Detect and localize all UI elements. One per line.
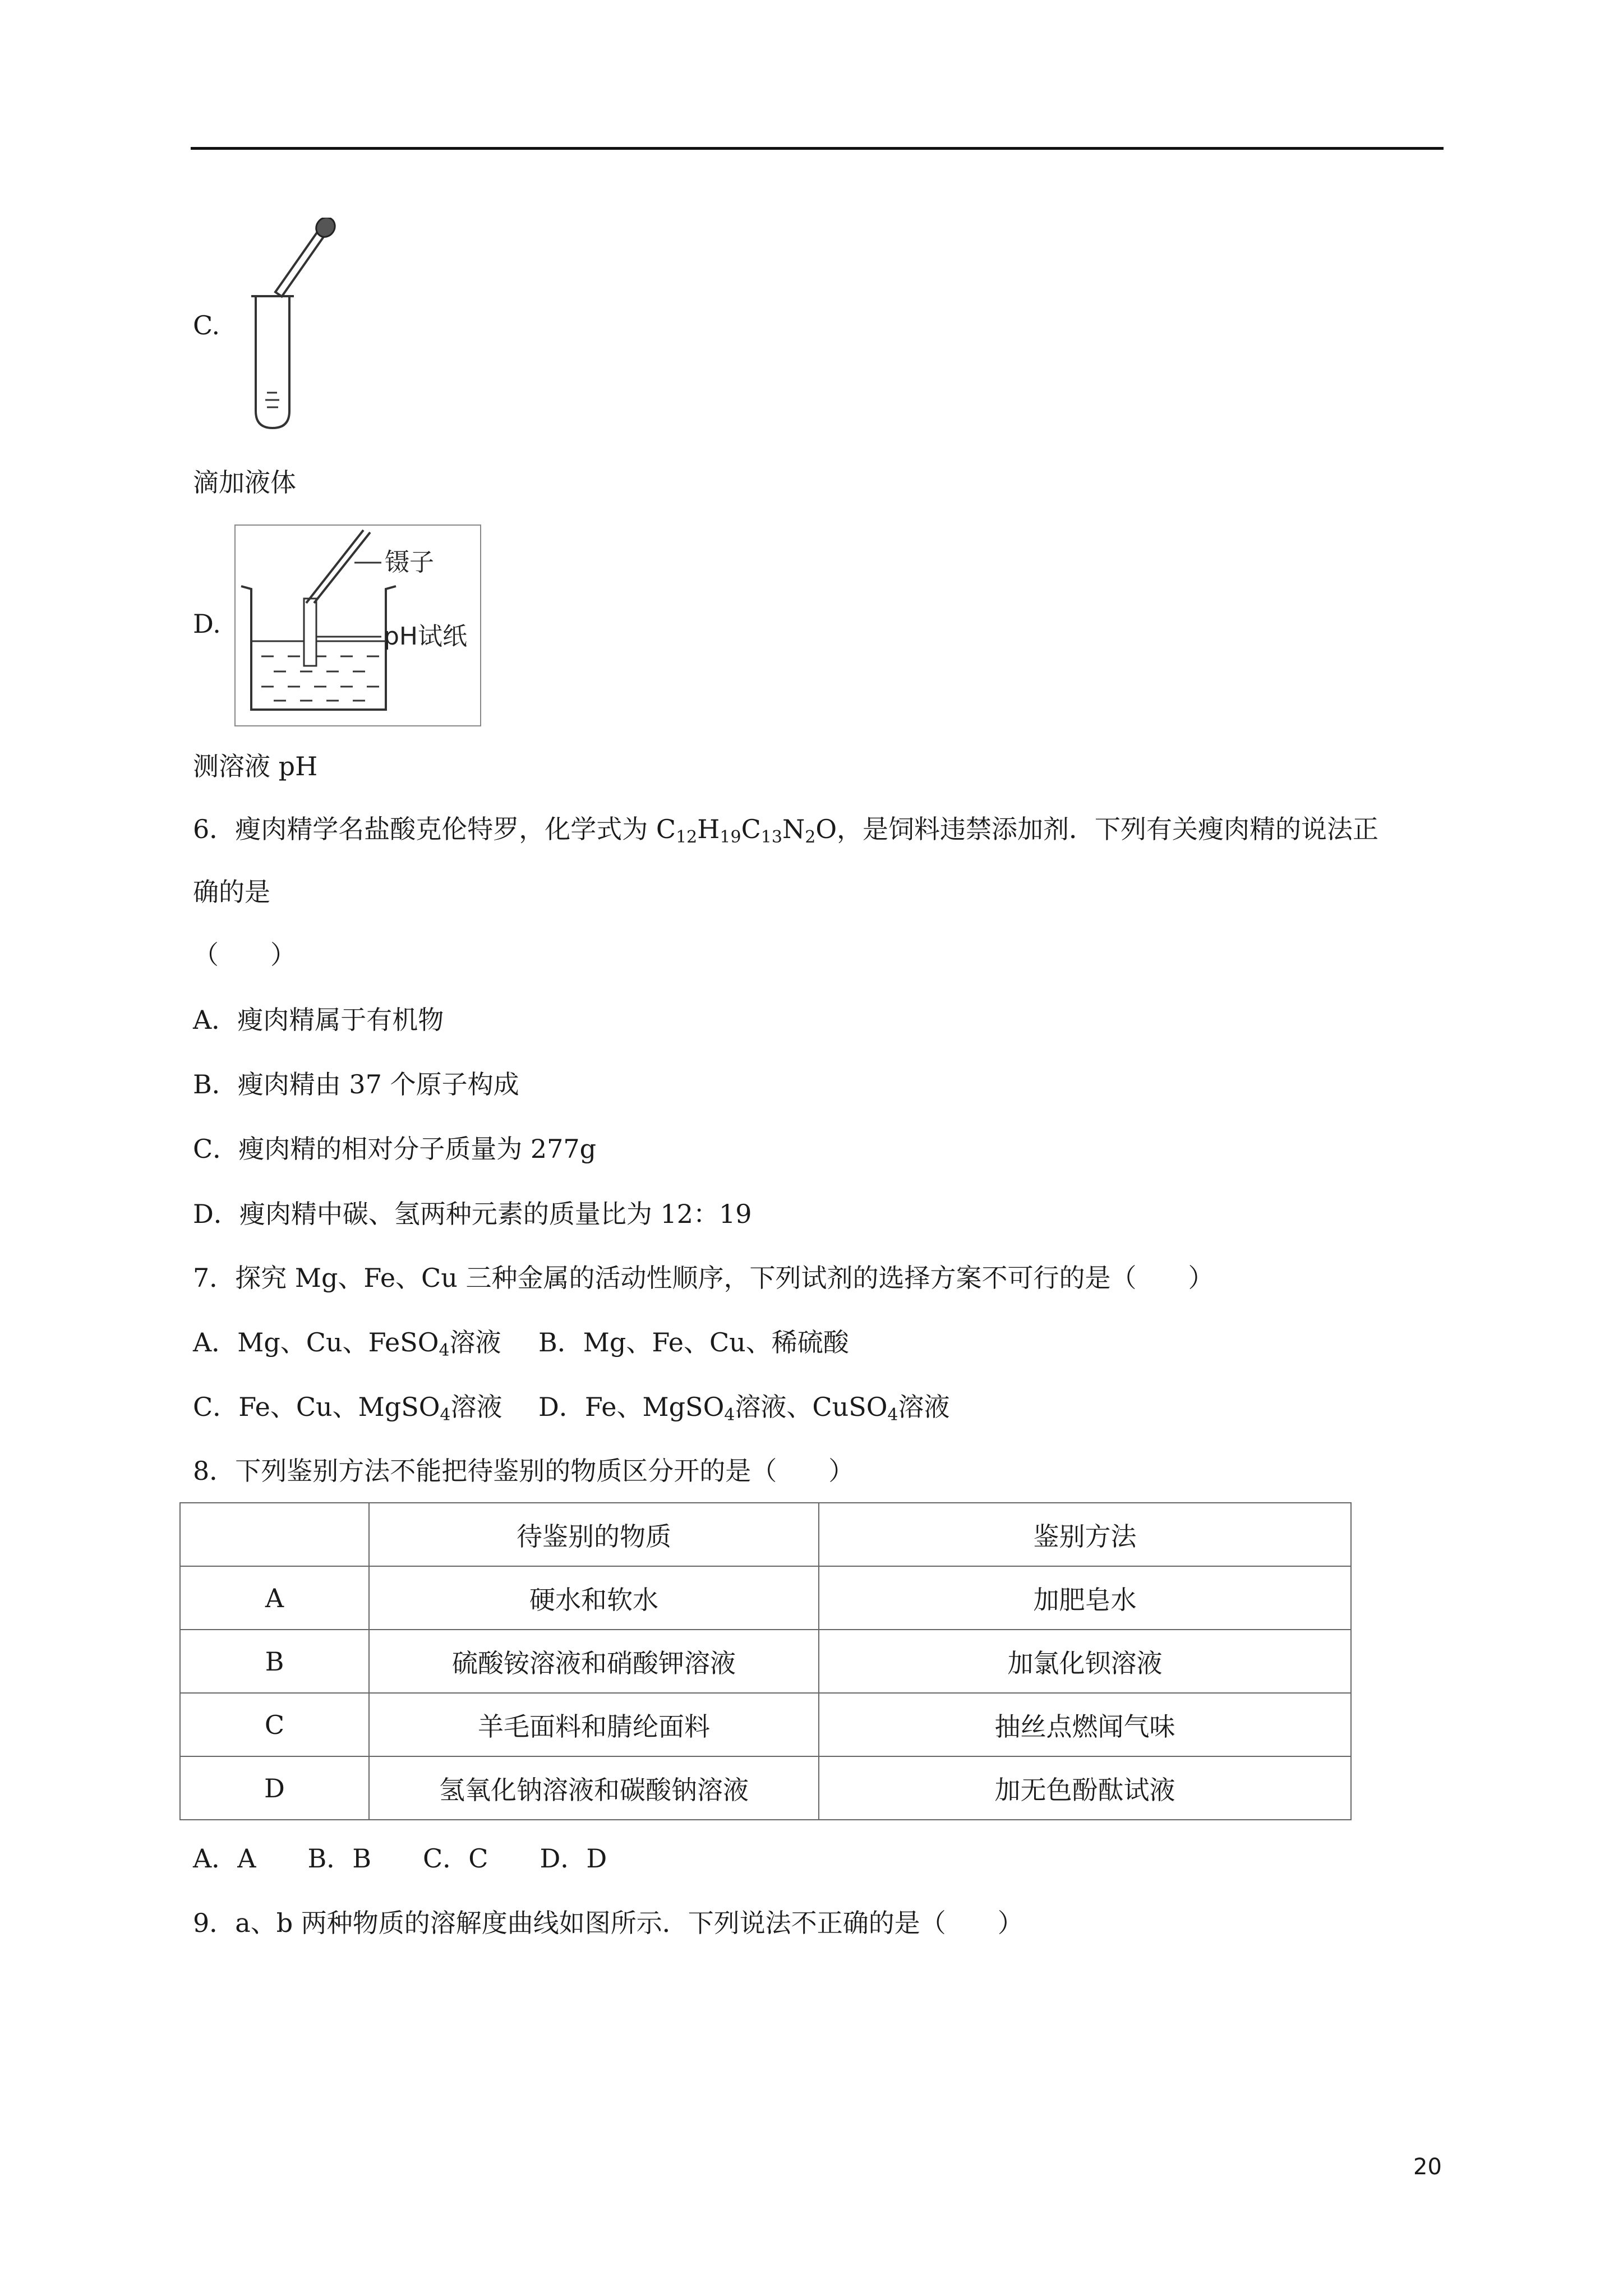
table-header-cell <box>180 1503 369 1566</box>
table-cell: 羊毛面料和腈纶面料 <box>369 1693 819 1756</box>
table-row <box>180 1693 1351 1756</box>
table-header-cell: 待鉴别的物质 <box>369 1503 819 1566</box>
q7-option-d: D．Fe、MgSO$_4$溶液、CuSO$_4$溶液 <box>538 1392 950 1425</box>
page-number: 20 <box>1413 2154 1442 2180</box>
table-row <box>180 1566 1351 1630</box>
table-row <box>180 1756 1351 1820</box>
q6-option-c: C．瘦肉精的相对分子质量为 277g <box>193 1134 597 1164</box>
q7-option-c: C．Fe、Cu、MgSO$_4$溶液 <box>193 1392 502 1425</box>
beaker-ph-paper-icon <box>234 524 481 726</box>
table-cell: 硬水和软水 <box>369 1566 819 1630</box>
q7-stem: 7．探究 Mg、Fe、Cu 三种金属的活动性顺序，下列试剂的选择方案不可行的是（ ） <box>193 1263 1214 1293</box>
q9-stem: 9．a、b 两种物质的溶解度曲线如图所示．下列说法不正确的是（ ） <box>193 1908 1023 1938</box>
figure-d-caption: 测溶液 pH <box>193 751 318 781</box>
q6-stem-line1: 6．瘦肉精学名盐酸克伦特罗，化学式为 $C_{12}H_{19}C_{13}N_2O$，是饲料违禁添加剂．下列有关瘦肉精的说法正 <box>193 814 1379 847</box>
table-cell: D <box>180 1756 369 1820</box>
dropper-test-tube-icon <box>234 218 347 434</box>
table-header-row <box>180 1503 1351 1566</box>
table-cell: 加肥皂水 <box>819 1566 1351 1630</box>
q6-answer-paren: （ ） <box>193 940 296 970</box>
ph-paper-label: pH试纸 <box>384 622 468 651</box>
header-rule <box>191 147 1444 150</box>
figure-c-label: C. <box>193 310 220 341</box>
table-cell: C <box>180 1693 369 1756</box>
table-cell: 抽丝点燃闻气味 <box>819 1693 1351 1756</box>
q8-table <box>179 1502 1352 1820</box>
table-cell: 氢氧化钠溶液和碳酸钠溶液 <box>369 1756 819 1820</box>
q6-option-a: A．瘦肉精属于有机物 <box>193 1005 444 1035</box>
q8-stem: 8．下列鉴别方法不能把待鉴别的物质区分开的是（ ） <box>193 1456 855 1486</box>
q7-option-a: A．Mg、Cu、FeSO$_4$溶液 <box>193 1327 501 1360</box>
table-cell: 加氯化钡溶液 <box>819 1630 1351 1693</box>
q7-option-b: B．Mg、Fe、Cu、稀硫酸 <box>538 1327 849 1358</box>
table-row <box>180 1630 1351 1693</box>
table-cell: B <box>180 1630 369 1693</box>
table-cell: A <box>180 1566 369 1630</box>
q6-option-d: D．瘦肉精中碳、氢两种元素的质量比为 12：19 <box>193 1199 752 1229</box>
q6-stem-line2: 确的是 <box>193 877 270 907</box>
tweezers-label: 镊子 <box>385 548 434 577</box>
q8-options: A．A B．B C．C D．D <box>193 1843 607 1874</box>
figure-c-caption: 滴加液体 <box>193 467 296 498</box>
figure-d-label: D. <box>193 609 221 639</box>
table-header-cell: 鉴别方法 <box>819 1503 1351 1566</box>
q6-option-b: B．瘦肉精由 37 个原子构成 <box>193 1069 519 1099</box>
table-cell: 加无色酚酞试液 <box>819 1756 1351 1820</box>
table-cell: 硫酸铵溶液和硝酸钾溶液 <box>369 1630 819 1693</box>
